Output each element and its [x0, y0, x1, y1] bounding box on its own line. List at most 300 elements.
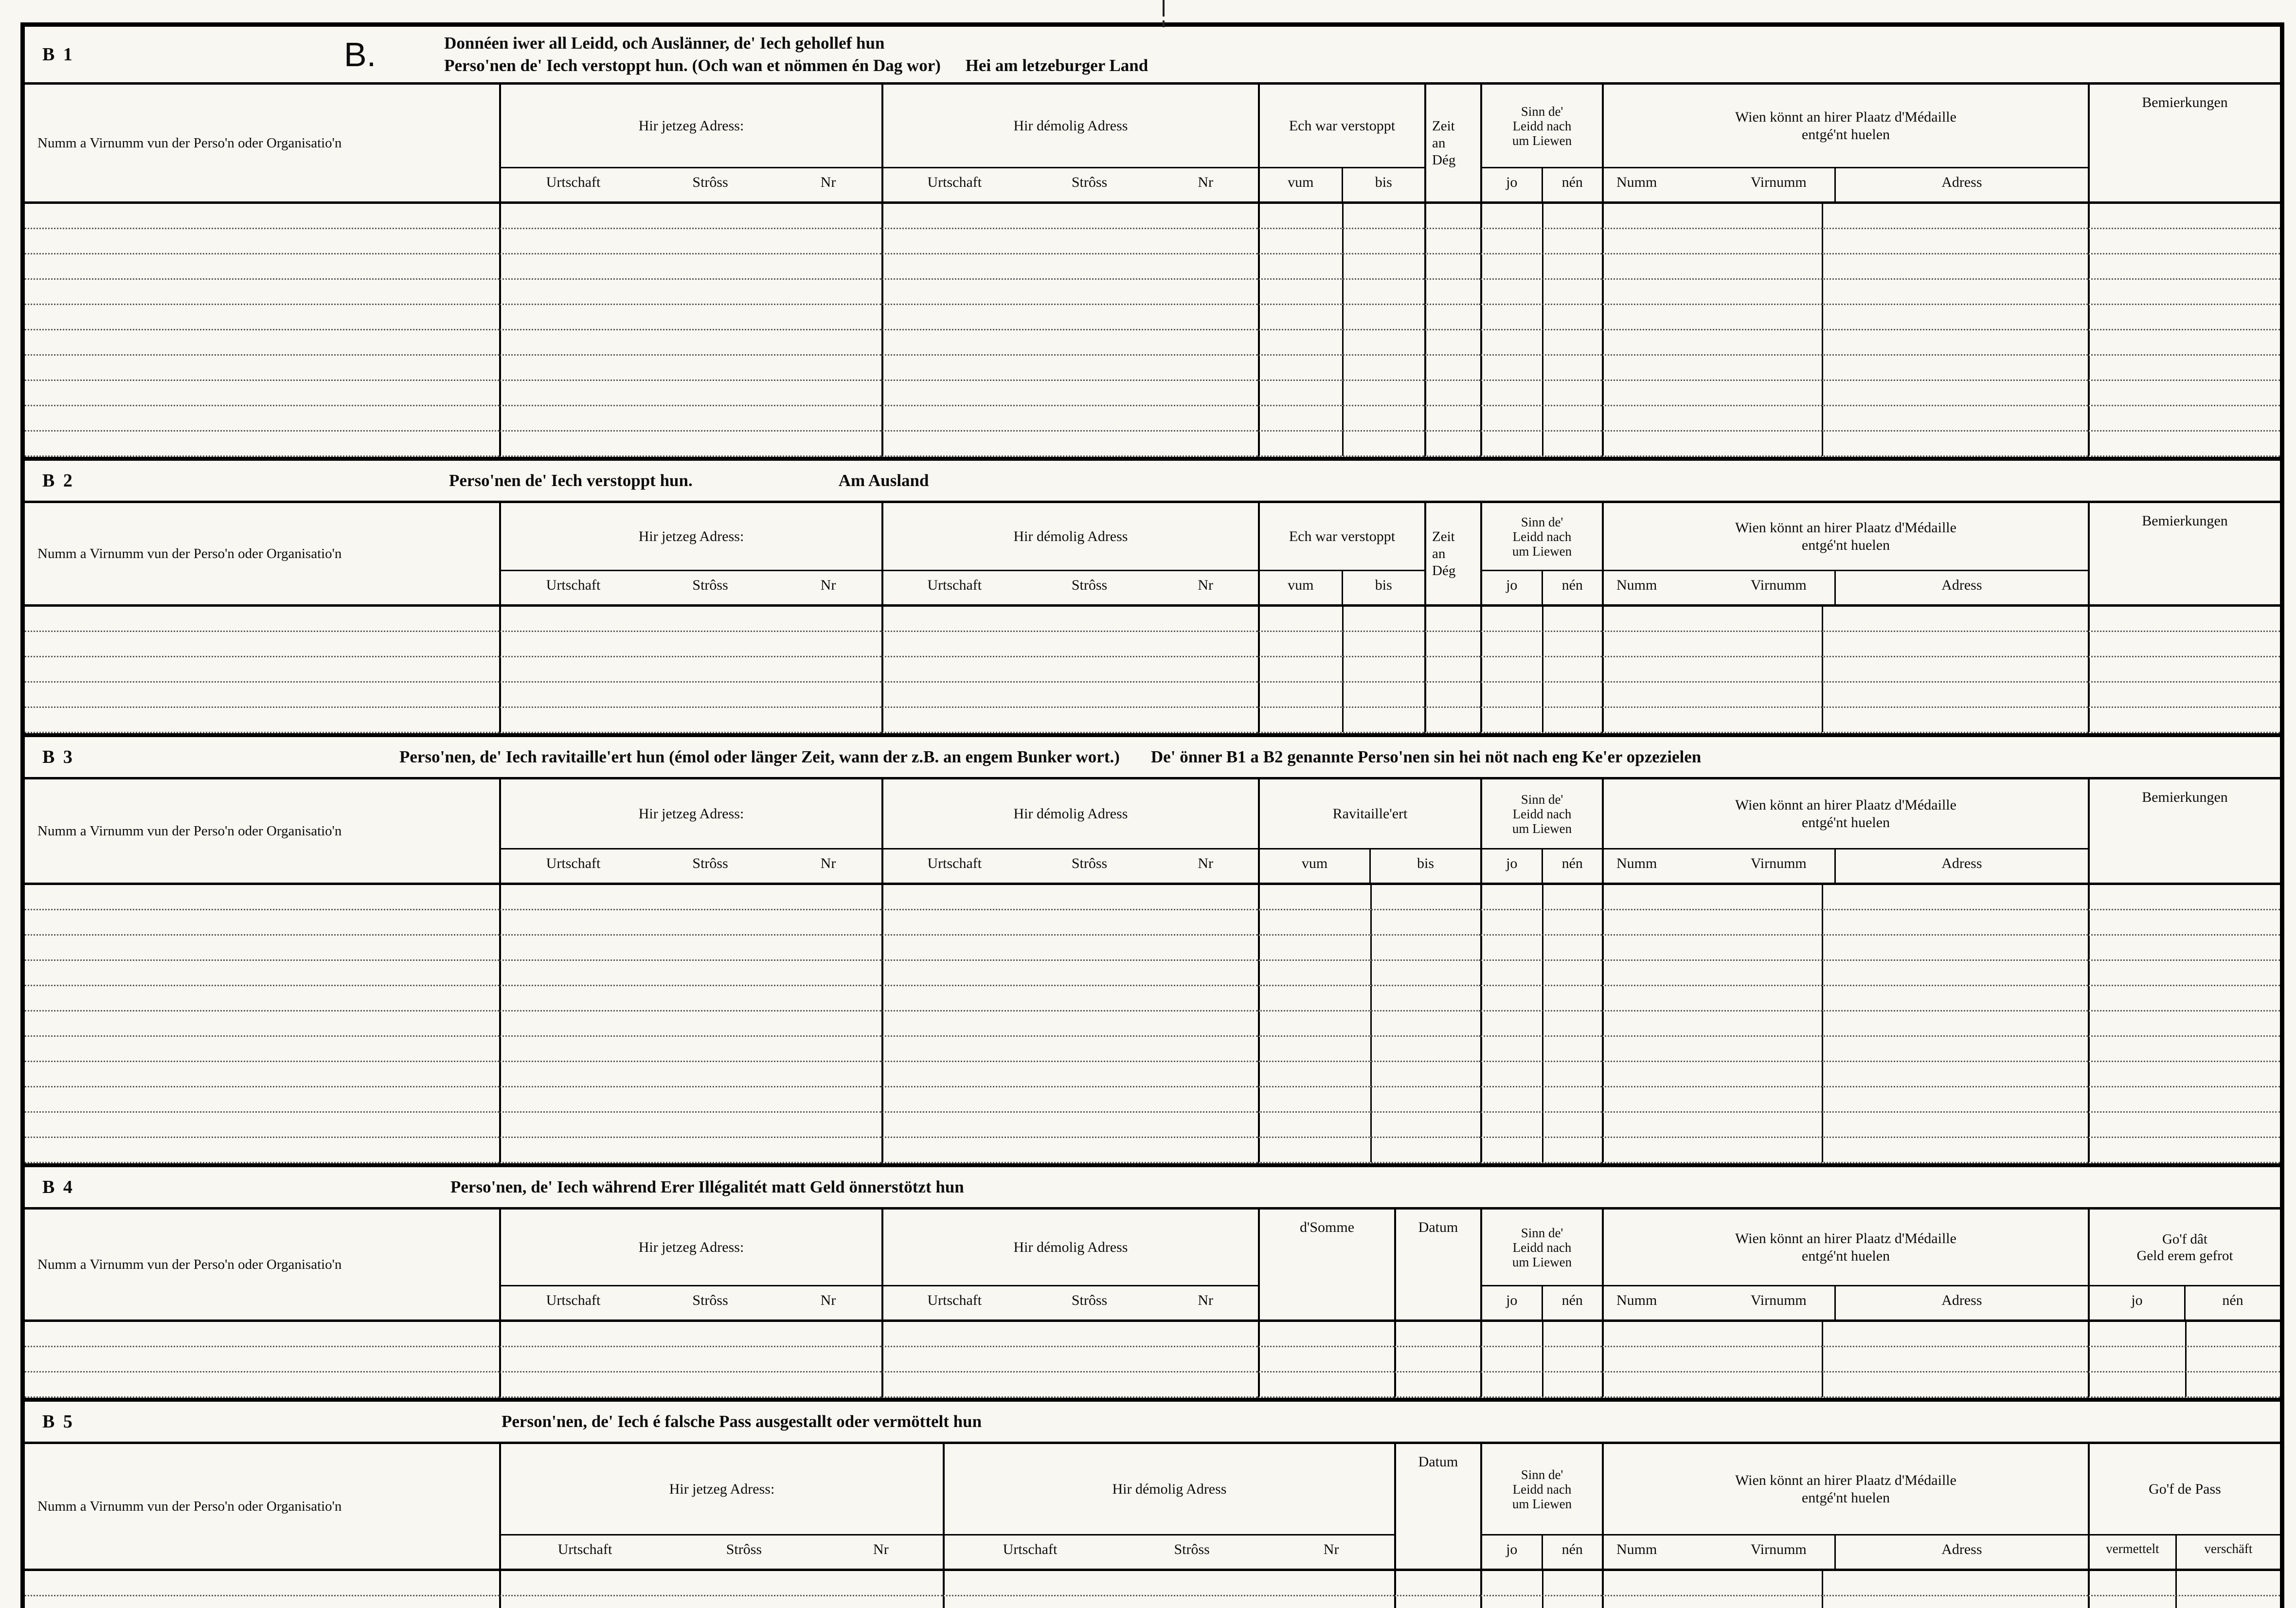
b3-col-addr-now-header [499, 779, 881, 883]
empty-cell [2088, 885, 2280, 910]
empty-cell [2088, 1087, 2280, 1113]
alive-label [1482, 1210, 1602, 1286]
empty-cell [499, 1347, 881, 1373]
empty-cell [1258, 229, 1424, 254]
empty-cell [1480, 1373, 1602, 1398]
geld-line2: Geld erem gefrot [2136, 1247, 2233, 1264]
stross-label: Strôss [692, 855, 728, 871]
empty-cell [499, 1113, 881, 1138]
urtschaft-label: Urtschaft [927, 1292, 982, 1308]
empty-cell [499, 1571, 943, 1596]
addr-old-label: Hir démolig Adress [883, 1210, 1258, 1286]
empty-cell [499, 885, 881, 910]
alive-label [1482, 85, 1602, 168]
empty-cell [881, 1347, 1258, 1373]
empty-cell [25, 1347, 499, 1373]
table-row [25, 1037, 2280, 1062]
cell-divider [1542, 1321, 1543, 1346]
jo-nen-sublabels [1482, 849, 1602, 883]
b2-col-addr-now-header [499, 503, 881, 604]
empty-cell [1394, 1571, 1480, 1596]
empty-cell [1480, 657, 1602, 683]
table-row [25, 356, 2280, 381]
cell-divider [1342, 305, 1344, 329]
b4-col-alive-header [1480, 1210, 1602, 1319]
alive-line1: Sinn de' [1521, 514, 1563, 529]
jo-label: jo [1506, 1292, 1518, 1308]
addr-sublabels [945, 1536, 1394, 1569]
empty-cell [881, 1138, 1258, 1163]
addr-sublabels [883, 1286, 1258, 1319]
bemierkungen-label: Bemierkungen [2142, 513, 2228, 529]
section-b3-id: B 3 [42, 747, 74, 767]
numm-label: Numm [1616, 174, 1657, 190]
medal-label [1604, 1444, 2088, 1536]
empty-cell [2088, 1012, 2280, 1037]
empty-cell [881, 381, 1258, 406]
empty-cell [1480, 885, 1602, 910]
empty-cell [499, 1138, 881, 1163]
deg-label: Dég [1432, 152, 1456, 168]
stross-label: Strôss [1071, 174, 1108, 190]
form-b [20, 22, 2284, 1608]
empty-cell [25, 961, 499, 986]
empty-cell [881, 1062, 1258, 1087]
cell-divider [1542, 229, 1543, 253]
empty-cell [499, 708, 881, 733]
virnumm-label: Virnumm [1750, 1292, 1807, 1308]
cell-divider [1822, 203, 1823, 228]
empty-cell [881, 910, 1258, 936]
table-row [25, 1138, 2280, 1163]
empty-cell [2088, 632, 2280, 657]
addr-sublabels [883, 849, 1258, 883]
virnumm-label: Virnumm [1750, 1541, 1807, 1557]
section-b4-bar [25, 1163, 2280, 1210]
cell-divider [1542, 431, 1543, 456]
geld-line1: Go'f dât [2162, 1231, 2207, 1247]
stross-label: Strôss [1071, 855, 1108, 871]
numm-label: Numm [1616, 1292, 1657, 1308]
empty-cell [881, 885, 1258, 910]
cell-divider [1542, 986, 1543, 1011]
bemierkungen-label: Bemierkungen [2142, 94, 2228, 110]
medal-line1: Wien könnt an hirer Plaatz d'Médaille [1735, 108, 1956, 125]
b5-col-addr-now-header [499, 1444, 943, 1569]
empty-cell [2088, 910, 2280, 936]
b1-column-headers [25, 85, 2280, 204]
empty-cell [1602, 305, 2088, 330]
section-b1-letter: B. [344, 36, 377, 73]
empty-cell [25, 936, 499, 961]
empty-cell [881, 1113, 1258, 1138]
stross-label: Strôss [726, 1541, 762, 1557]
cell-divider [1822, 657, 1823, 682]
cell-divider [1822, 986, 1823, 1011]
empty-cell [881, 961, 1258, 986]
empty-cell [881, 1037, 1258, 1062]
empty-cell [25, 280, 499, 305]
medal-line2: entgé'nt huelen [1801, 537, 1890, 553]
empty-cell [1480, 1596, 1602, 1608]
empty-cell [1602, 1596, 2088, 1608]
jo-nen-sublabels [1482, 1536, 1602, 1569]
empty-cell [1602, 708, 2088, 733]
alive-line1: Sinn de' [1521, 1225, 1563, 1240]
jo-label: jo [1506, 855, 1518, 871]
medal-label [1604, 503, 2088, 571]
empty-cell [1258, 910, 1480, 936]
empty-cell [499, 204, 881, 229]
empty-cell [25, 657, 499, 683]
empty-cell [2088, 683, 2280, 708]
name-column-label: Numm a Virnumm vun der Perso'n oder Organisatio'n [37, 545, 342, 561]
alive-label [1482, 779, 1602, 849]
bis-label: bis [1342, 571, 1425, 604]
cell-divider [1542, 935, 1543, 960]
empty-cell [1424, 254, 1480, 280]
medal-line1: Wien könnt an hirer Plaatz d'Médaille [1735, 1230, 1956, 1247]
table-row [25, 1087, 2280, 1113]
cell-divider [1542, 279, 1543, 304]
datum-label: Datum [1418, 1454, 1458, 1470]
stross-label: Strôss [1071, 577, 1108, 593]
empty-cell [25, 632, 499, 657]
empty-cell [1424, 607, 1480, 632]
b1-col-alive-header [1480, 85, 1602, 201]
cell-divider [1822, 1571, 1823, 1595]
name-column-label: Numm a Virnumm vun der Perso'n oder Organisatio'n [37, 135, 342, 151]
empty-cell [881, 280, 1258, 305]
verschaft-label: verschäft [2175, 1536, 2280, 1569]
cell-divider [1370, 885, 1372, 909]
empty-cell [1480, 986, 1602, 1012]
empty-cell [1480, 1347, 1602, 1373]
empty-cell [499, 356, 881, 381]
empty-cell [1602, 254, 2088, 280]
empty-cell [1602, 885, 2088, 910]
virnumm-label: Virnumm [1750, 855, 1807, 871]
b2-col-name-header [25, 503, 499, 604]
cell-divider [1822, 254, 1823, 279]
empty-cell [1480, 936, 1602, 961]
empty-cell [499, 1087, 881, 1113]
cell-divider [1542, 1372, 1543, 1397]
nen-label: nén [1542, 1536, 1602, 1569]
empty-cell [25, 1596, 499, 1608]
cell-divider [1542, 406, 1543, 431]
nen-label: nén [1542, 849, 1602, 883]
empty-cell [1258, 1037, 1480, 1062]
verstoppt-label: Ech war verstoppt [1260, 85, 1424, 168]
nr-label: Nr [873, 1541, 889, 1557]
empty-cell [1424, 204, 1480, 229]
empty-cell [881, 254, 1258, 280]
cell-divider [1542, 1596, 1543, 1608]
empty-cell [2088, 204, 2280, 229]
empty-cell [1480, 356, 1602, 381]
b2-col-medal-header [1602, 503, 2088, 604]
b3-rows [25, 885, 2280, 1163]
b1-col-verstoppt-header [1258, 85, 1424, 201]
section-b3-note: De' önner B1 a B2 genannte Perso'nen sin hei nöt nach eng Ke'er opzezielen [1150, 747, 1702, 766]
empty-cell [1602, 406, 2088, 432]
empty-cell [25, 356, 499, 381]
empty-cell [1424, 708, 1480, 733]
cell-divider [1542, 355, 1543, 380]
empty-cell [1480, 229, 1602, 254]
b5-col-name-header [25, 1444, 499, 1569]
nr-label: Nr [820, 174, 836, 190]
empty-cell [881, 330, 1258, 356]
medal-label [1604, 779, 2088, 849]
section-b5-bar [25, 1398, 2280, 1444]
table-row [25, 229, 2280, 254]
b4-col-addr-old-header [881, 1210, 1258, 1319]
empty-cell [1602, 356, 2088, 381]
empty-cell [1258, 305, 1424, 330]
table-row [25, 1596, 2280, 1608]
b4-col-geld-header [2088, 1210, 2280, 1319]
empty-cell [1602, 1347, 2088, 1373]
empty-cell [1424, 330, 1480, 356]
b3-col-ravitailleert-header [1258, 779, 1480, 883]
empty-cell [499, 280, 881, 305]
alive-line3: um Liewen [1512, 133, 1572, 148]
empty-cell [1258, 406, 1424, 432]
empty-cell [1480, 330, 1602, 356]
alive-label [1482, 503, 1602, 571]
empty-cell [1480, 683, 1602, 708]
b2-col-bemierkungen-header [2088, 503, 2280, 604]
empty-cell [2088, 305, 2280, 330]
empty-cell [1602, 432, 2088, 457]
cell-divider [1542, 682, 1543, 707]
empty-cell [1258, 961, 1480, 986]
empty-cell [1602, 229, 2088, 254]
jo-nen-sublabels [1482, 571, 1602, 604]
section-b2-title: Perso'nen de' Iech verstoppt hun. [449, 471, 693, 490]
empty-cell [25, 607, 499, 632]
table-row [25, 708, 2280, 733]
empty-cell [25, 1062, 499, 1087]
b4-col-medal-header [1602, 1210, 2088, 1319]
b1-col-medal-header [1602, 85, 2088, 201]
empty-cell [1424, 356, 1480, 381]
empty-cell [25, 1012, 499, 1037]
empty-cell [1480, 1138, 1602, 1163]
empty-cell [943, 1596, 1394, 1608]
addr-now-label: Hir jetzeg Adress: [501, 779, 881, 849]
vum-label: vum [1288, 577, 1314, 593]
cell-divider [1542, 1112, 1543, 1137]
empty-cell [1602, 607, 2088, 632]
cell-divider [1342, 707, 1344, 732]
empty-cell [1602, 1373, 2088, 1398]
cell-divider [1342, 431, 1344, 456]
alive-line1: Sinn de' [1521, 1467, 1563, 1482]
empty-cell [25, 1322, 499, 1347]
empty-cell [1258, 1138, 1480, 1163]
empty-cell [1424, 657, 1480, 683]
jo-nen-sublabels [2090, 1286, 2280, 1319]
b1-location: Hei am letzeburger Land [965, 56, 1148, 75]
cell-divider [1342, 203, 1344, 228]
datum-label: Datum [1418, 1219, 1458, 1235]
b4-col-addr-now-header [499, 1210, 881, 1319]
cell-divider [1822, 279, 1823, 304]
empty-cell [25, 330, 499, 356]
nr-label: Nr [1198, 577, 1214, 593]
nr-label: Nr [1198, 855, 1214, 871]
b3-col-name-header [25, 779, 499, 883]
addr-sublabels [501, 849, 881, 883]
empty-cell [1480, 961, 1602, 986]
empty-cell [2088, 330, 2280, 356]
table-row [25, 1012, 2280, 1037]
empty-cell [1258, 204, 1424, 229]
empty-cell [1480, 607, 1602, 632]
empty-cell [1480, 432, 1602, 457]
empty-cell [499, 683, 881, 708]
empty-cell [1480, 406, 1602, 432]
b2-col-zeit-header [1424, 503, 1480, 604]
b3-col-medal-header [1602, 779, 2088, 883]
empty-cell [2088, 1037, 2280, 1062]
empty-cell [2088, 708, 2280, 733]
table-row [25, 961, 2280, 986]
stross-label: Strôss [692, 577, 728, 593]
empty-cell [1258, 683, 1424, 708]
empty-cell [25, 1113, 499, 1138]
empty-cell [1424, 381, 1480, 406]
medal-line1: Wien könnt an hirer Plaatz d'Médaille [1735, 1472, 1956, 1488]
b5-col-alive-header [1480, 1444, 1602, 1569]
table-row [25, 305, 2280, 330]
alive-line1: Sinn de' [1521, 104, 1563, 119]
table-row [25, 254, 2280, 280]
urtschaft-label: Urtschaft [546, 174, 601, 190]
addr-sublabels [501, 1536, 943, 1569]
stross-label: Strôss [692, 174, 728, 190]
empty-cell [25, 1571, 499, 1596]
empty-cell [943, 1571, 1394, 1596]
bemierkungen-label: Bemierkungen [2142, 789, 2228, 805]
nr-label: Nr [820, 855, 836, 871]
deg-label: Dég [1432, 562, 1456, 578]
medal-label [1604, 85, 2088, 168]
section-b1-titles [444, 32, 1148, 77]
addr-sublabels [501, 1286, 881, 1319]
jo-nen-sublabels [1482, 1286, 1602, 1319]
empty-cell [1480, 1322, 1602, 1347]
table-row [25, 1373, 2280, 1398]
section-b4-id: B 4 [42, 1177, 74, 1197]
jo-label: jo [1506, 174, 1518, 190]
cell-divider [1822, 885, 1823, 909]
table-row [25, 204, 2280, 229]
alive-line2: Leidd nach [1512, 806, 1572, 821]
cell-divider [1542, 1036, 1543, 1061]
section-b2-bar [25, 457, 2280, 503]
empty-cell [1258, 885, 1480, 910]
empty-cell [2088, 1138, 2280, 1163]
empty-cell [25, 254, 499, 280]
cell-divider [1822, 707, 1823, 732]
empty-cell [2088, 406, 2280, 432]
urtschaft-label: Urtschaft [546, 577, 601, 593]
empty-cell [25, 1138, 499, 1163]
cell-divider [1822, 431, 1823, 456]
empty-cell [1602, 280, 2088, 305]
table-row [25, 1571, 2280, 1596]
cell-divider [1542, 1062, 1543, 1086]
b1-title-line2-wrap [444, 54, 1148, 77]
urtschaft-label: Urtschaft [1003, 1541, 1058, 1557]
alive-label [1482, 1444, 1602, 1536]
urtschaft-label: Urtschaft [927, 577, 982, 593]
empty-cell [881, 632, 1258, 657]
addr-sublabels [501, 571, 881, 604]
cell-divider [1370, 986, 1372, 1011]
ravitailleert-label: Ravitaille'ert [1260, 779, 1480, 849]
table-row [25, 280, 2280, 305]
empty-cell [1602, 936, 2088, 961]
pass-sublabels [2090, 1536, 2280, 1569]
b1-col-addr-now-header [499, 85, 881, 201]
table-row [25, 657, 2280, 683]
cell-divider [1342, 632, 1344, 656]
empty-cell [1602, 961, 2088, 986]
table-row [25, 683, 2280, 708]
cell-divider [1370, 1011, 1372, 1036]
empty-cell [25, 1373, 499, 1398]
empty-cell [1394, 1347, 1480, 1373]
verstoppt-label: Ech war verstoppt [1260, 503, 1424, 571]
empty-cell [1258, 657, 1424, 683]
medal-line2: entgé'nt huelen [1801, 1247, 1890, 1264]
cell-divider [1542, 1087, 1543, 1112]
empty-cell [499, 1012, 881, 1037]
empty-cell [1258, 607, 1424, 632]
section-b3-bar [25, 733, 2280, 779]
nr-label: Nr [1198, 174, 1214, 190]
b4-col-datum-header [1394, 1210, 1480, 1319]
b1-title-line1: Donnéen iwer all Leidd, och Auslänner, de' Iech gehollef hun [444, 34, 885, 53]
table-row [25, 330, 2280, 356]
cell-divider [1342, 380, 1344, 405]
an-label: an [1432, 545, 1446, 561]
empty-cell [1480, 1571, 1602, 1596]
alive-line2: Leidd nach [1512, 1240, 1572, 1255]
empty-cell [881, 305, 1258, 330]
b2-col-verstoppt-header [1258, 503, 1424, 604]
empty-cell [25, 381, 499, 406]
empty-cell [1258, 1012, 1480, 1037]
empty-cell [25, 910, 499, 936]
virnumm-label: Virnumm [1750, 174, 1807, 190]
jo-label: jo [1506, 1541, 1518, 1557]
cell-divider [2175, 1571, 2177, 1595]
empty-cell [881, 229, 1258, 254]
b1-col-bemierkungen-header [2088, 85, 2280, 201]
section-b1-id: B 1 [42, 44, 74, 65]
empty-cell [881, 432, 1258, 457]
cell-divider [1822, 682, 1823, 707]
empty-cell [499, 1322, 881, 1347]
empty-cell [499, 432, 881, 457]
empty-cell [1480, 381, 1602, 406]
